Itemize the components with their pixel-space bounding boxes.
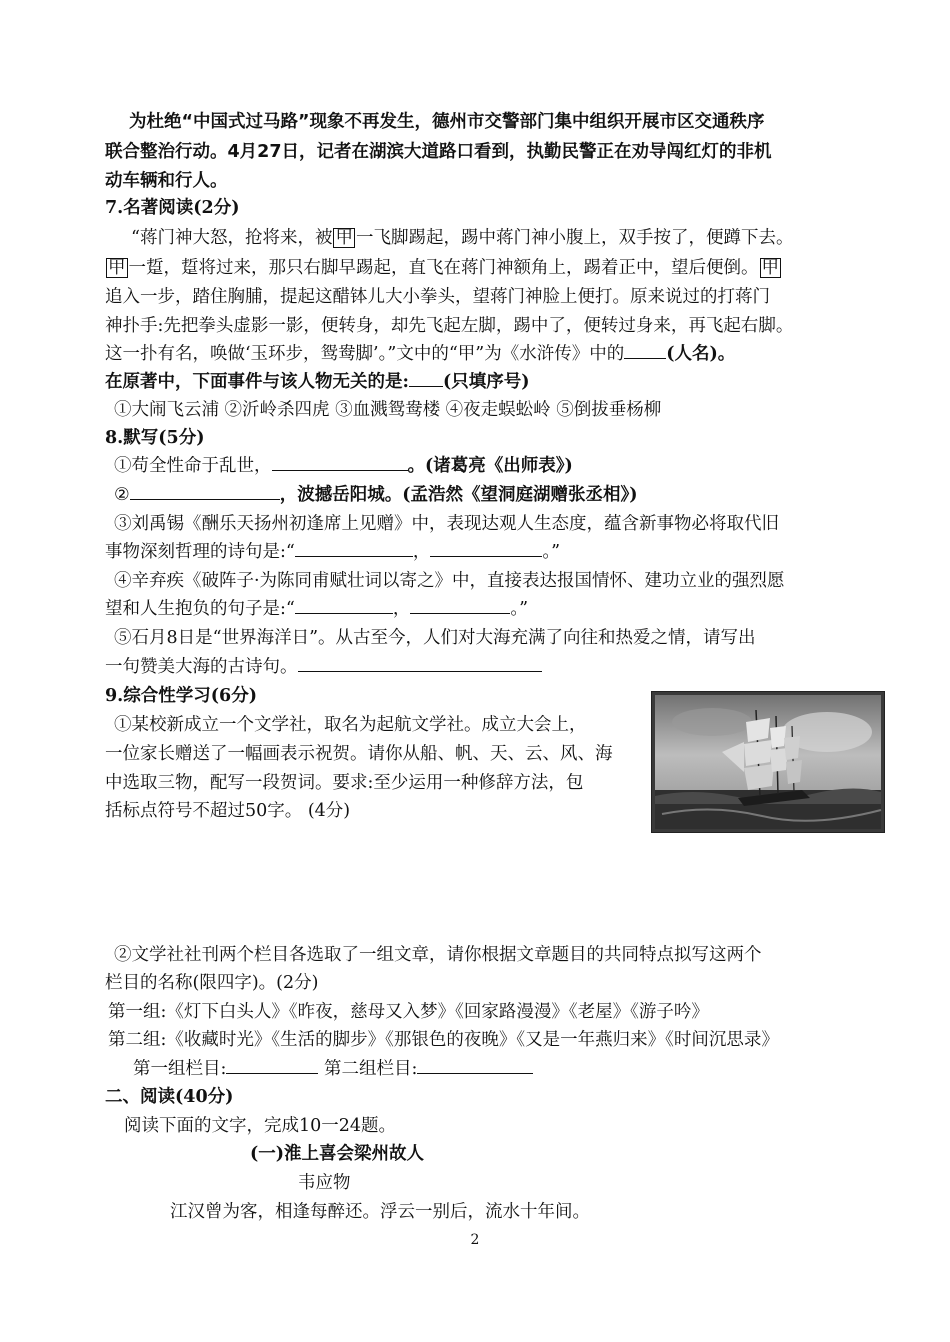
- q9-title: 9.综合性学习(6分): [105, 686, 258, 706]
- q9-column-names: [133, 1057, 533, 1081]
- answer-blank[interactable]: [298, 655, 542, 672]
- answer-blank[interactable]: [410, 597, 510, 614]
- q9-sub2-line2: 栏目的名称(限四字)。(2分): [105, 973, 319, 993]
- q8-item-3b: [105, 540, 560, 564]
- answer-blank[interactable]: [295, 597, 393, 614]
- q9-group-1: 第一组:《灯下白头人》《昨夜，慈母又入梦》《回家路漫漫》《老屋》《游子吟》: [108, 1002, 709, 1022]
- q7-line-3: 追入一步，踏住胸脯，提起这醋钵儿大小拳头，望蒋门神脸上便打。原来说过的打蒋门: [105, 287, 770, 307]
- q9-text: 第二组栏目:: [323, 1059, 418, 1079]
- news-line-2: 联合整治行动。4月27日，记者在湖滨大道路口看到，执勤民警正在劝导闯红灯的非机: [105, 142, 772, 162]
- q8-text: 。(诸葛亮《出师表》): [407, 456, 573, 476]
- news-line-1: 为杜绝“中国式过马路”现象不再发生，德州市交警部门集中组织开展市区交通秩序: [129, 112, 765, 132]
- part2-title: 二、阅读(40分): [105, 1087, 234, 1107]
- q7-text: 在原著中，下面事件与该人物无关的是:: [105, 372, 409, 392]
- answer-blank[interactable]: [295, 540, 413, 557]
- q9-sub1-line1: ①某校新成立一个文学社，取名为起航文学社。成立大会上，: [114, 715, 587, 735]
- q7-line-5: [105, 342, 735, 366]
- q9-sub1-line4: 括标点符号不超过50字。 (4分): [105, 801, 351, 821]
- q7-text: 这一扑有名，唤做‘玉环步，鸳鸯脚’。”文中的“甲”为《水浒传》中的: [105, 344, 625, 364]
- q8-text: ②: [114, 485, 130, 505]
- q8-text: ，: [392, 599, 411, 619]
- q8-item-5a: ⑤石月8日是“世界海洋日”。从古至今，人们对大海充满了向往和热爱之情，请写出: [114, 628, 756, 648]
- q7-options: ①大闹飞云浦 ②沂岭杀四虎 ③血溅鸳鸯楼 ④夜走蜈蚣岭 ⑤倒拔垂杨柳: [114, 400, 662, 420]
- q7-text: “蒋门神大怒，抢将来，被: [131, 228, 333, 248]
- q8-item-2: [114, 483, 638, 507]
- q8-text: ，波撼岳阳城。(孟浩然《望洞庭湖赠张丞相》): [279, 485, 638, 505]
- q7-line-4: 神扑手:先把拳头虚影一影，便转身，却先飞起左脚，踢中了，便转过身来，再飞起右脚。: [105, 316, 794, 336]
- poem-author: 韦应物: [298, 1173, 351, 1193]
- answer-blank[interactable]: [226, 1057, 318, 1074]
- answer-blank[interactable]: [430, 540, 542, 557]
- jia-box: 甲: [761, 258, 779, 278]
- answer-blank[interactable]: [417, 1057, 533, 1074]
- q8-text: ①苟全性命于乱世，: [114, 456, 272, 476]
- q7-text: (人名)。: [666, 344, 736, 364]
- jia-box: 甲: [335, 228, 353, 248]
- q9-sub1-line3: 中选取三物，配写一段贺词。要求:至少运用一种修辞方法，包: [105, 773, 584, 793]
- q7-line-6: [105, 370, 530, 394]
- part2-intro: 阅读下面的文字，完成10一24题。: [124, 1116, 397, 1136]
- q9-sub2-line1: ②文学社社刊两个栏目各选取了一组文章，请你根据文章题目的共同特点拟写这两个: [114, 945, 762, 965]
- q9-text: 第一组栏目:: [133, 1059, 227, 1079]
- q8-text: 。”: [542, 542, 561, 562]
- q8-item-5b: [105, 655, 542, 679]
- q8-item-3a: ③刘禹锡《酬乐天扬州初逢席上见赠》中，表现达观人生态度，蕴含新事物必将取代旧: [114, 514, 779, 534]
- q7-line-2: [105, 256, 782, 280]
- poem-line: 江汉曾为客，相逢每醉还。浮云一别后，流水十年间。: [170, 1202, 590, 1222]
- answer-blank[interactable]: [409, 370, 443, 387]
- q8-item-1: [114, 454, 573, 478]
- answer-blank[interactable]: [272, 454, 408, 471]
- news-line-3: 动车辆和行人。: [105, 171, 228, 191]
- q7-text: 一踅，踅将过来，那只右脚早踢起，直飞在蒋门神额角上，踢着正中，望后便倒。: [128, 258, 759, 278]
- q8-title: 8.默写(5分): [105, 428, 205, 448]
- q8-item-4a: ④辛弃疾《破阵子·为陈同甫赋壮词以寄之》中，直接表达报国情怀、建功立业的强烈愿: [114, 571, 785, 591]
- q9-sub1-line2: 一位家长赠送了一幅画表示祝贺。请你从船、帆、天、云、风、海: [105, 744, 613, 764]
- poem-title: (一)淮上喜会梁州故人: [250, 1144, 425, 1164]
- page-number: 2: [470, 1232, 480, 1248]
- sailing-ship-painting: [651, 691, 885, 833]
- q7-text: (只填序号): [442, 372, 530, 392]
- q8-text: 望和人生抱负的句子是:“: [105, 599, 295, 619]
- answer-blank[interactable]: [624, 342, 666, 359]
- q8-item-4b: [105, 597, 528, 621]
- q9-group-2: 第二组:《收藏时光》《生活的脚步》《那银色的夜晚》《又是一年燕归来》《时间沉思录》: [108, 1030, 779, 1050]
- jia-box: 甲: [108, 258, 126, 278]
- q7-title: 7.名著阅读(2分): [105, 198, 240, 218]
- q7-line-1: [131, 226, 793, 250]
- q8-text: 。”: [510, 599, 529, 619]
- answer-blank[interactable]: [130, 483, 280, 500]
- q8-text: 一句赞美大海的古诗句。: [105, 657, 298, 677]
- q8-text: ，: [412, 542, 431, 562]
- q8-text: 事物深刻哲理的诗句是:“: [105, 542, 295, 562]
- q7-text: 一飞脚踢起，踢中蒋门神小腹上，双手按了，便蹲下去。: [355, 228, 794, 248]
